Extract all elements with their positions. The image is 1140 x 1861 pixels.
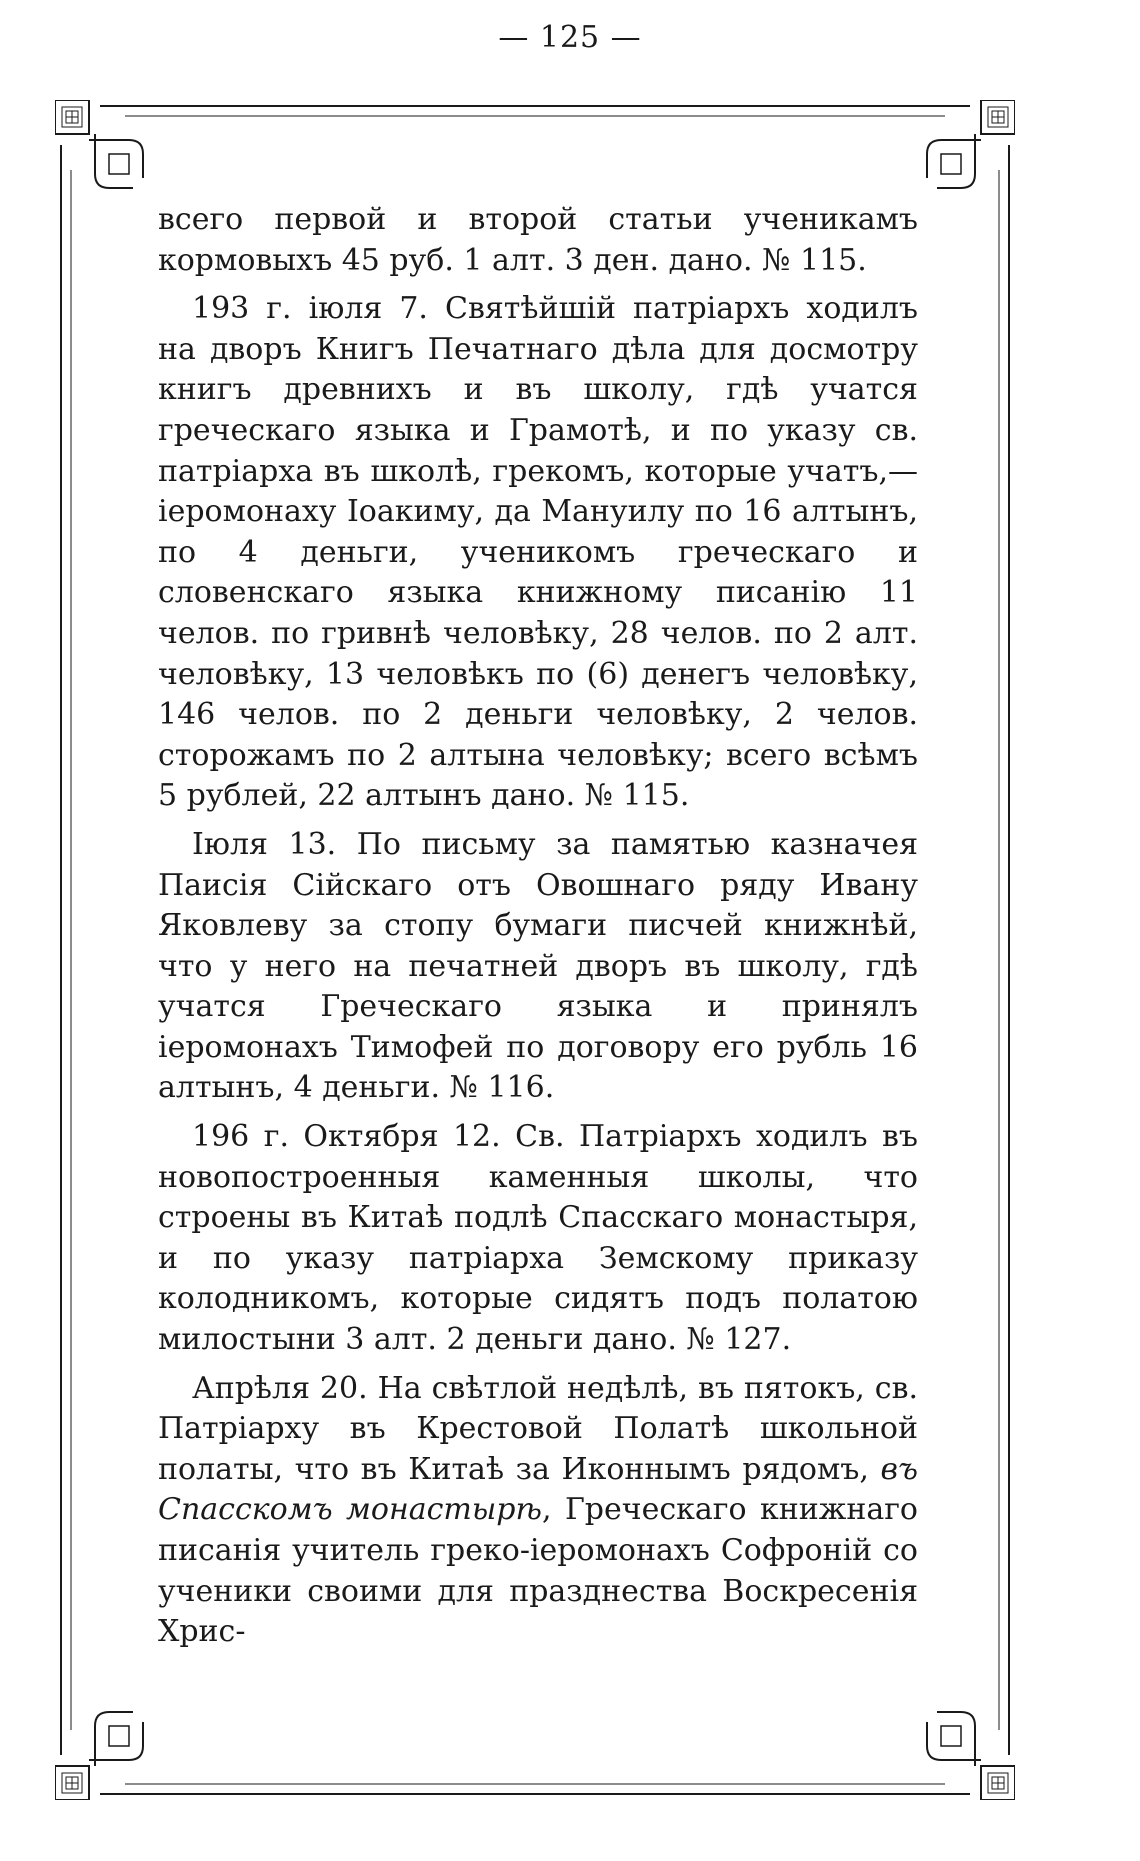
- border-left-rule: [61, 145, 71, 1755]
- border-bottom-rule: [100, 1784, 970, 1794]
- corner-ornament-bottom-right: [927, 1712, 1015, 1800]
- paragraph-text: , Греческаго книжнаго писанія учитель греко-іеромонахъ Софроній со ученики своими для празднества Воскресенія Хрис-: [158, 1492, 918, 1650]
- page-number: — 125 —: [498, 20, 642, 55]
- paragraph: 196 г. Октября 12. Св. Патріархъ ходилъ въ новопостроенныя каменныя школы, что строены въ Китаѣ подлѣ Спасскаго монастыря, и по указу патріарха Земскому приказу колодникомъ, которые сидятъ подъ полатою милостыни 3 алт. 2 деньги дано. № 127.: [158, 1119, 918, 1358]
- paragraph: всего первой и второй статьи ученикамъ кормовыхъ 45 руб. 1 алт. 3 ден. дано. № 115.: [158, 202, 918, 278]
- paragraph: [158, 1369, 918, 1653]
- paragraph: Іюля 13. По письму за памятью казначея Паисія Сійскаго отъ Овошнаго ряду Ивану Яковлеву за стопу бумаги писчей книжнѣй, что у него на печатней дворъ въ школу, гдѣ учатся Греческаго языка и принялъ іеромонахъ Тимофей по договору его рубль 16 алтынъ, 4 деньги. № 116.: [158, 826, 918, 1106]
- border-right-rule: [999, 145, 1009, 1755]
- paragraph-text: Апрѣля 20. На свѣтлой недѣлѣ, въ пятокъ, св. Патріарху въ Крестовой Полатѣ школьной полаты, что въ Китаѣ за Иконнымъ рядомъ,: [158, 1370, 918, 1487]
- corner-ornament-bottom-left: [55, 1712, 143, 1800]
- corner-ornament-top-right: [927, 100, 1015, 188]
- paragraph: 193 г. іюля 7. Святѣйшій патріархъ ходилъ на дворъ Книгъ Печатнаго дѣла для досмотру книгъ древнихъ и въ школу, гдѣ учатся греческаго языка и Грамотѣ, и по указу св. патріарха въ школѣ, грекомъ, которые учатъ,—іеромонаху Іоакиму, да Мануилу по 16 алтынъ, по 4 деньги, ученикомъ греческаго и словенскаго языка книжному писанію 11 челов. по гривнѣ человѣку, 28 челов. по 2 алт. человѣку, 13 человѣкъ по (6) денегъ человѣку, 146 челов. по 2 деньги человѣку, 2 челов. сторожамъ по 2 алтына человѣку; всего всѣмъ 5 рублей, 22 алтынъ дано. № 115.: [158, 291, 918, 814]
- corner-ornament-top-left: [55, 100, 143, 188]
- italic-phrase: въ Спасскомъ монастырѣ: [158, 1451, 918, 1528]
- body-text: [158, 200, 918, 1661]
- border-top-rule: [100, 106, 970, 116]
